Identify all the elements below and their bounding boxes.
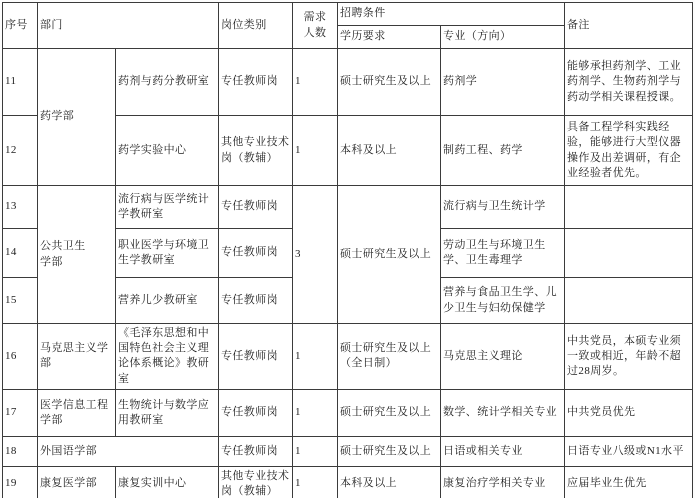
major-cell: 流行病与卫生统计学 — [441, 186, 565, 229]
serial-cell: 17 — [3, 389, 38, 436]
education-cell: 硕士研究生及以上（全日制） — [338, 324, 441, 390]
education-cell: 硕士研究生及以上 — [338, 389, 441, 436]
post-type-cell: 专任教师岗 — [219, 278, 293, 324]
remarks-cell: 具备工程学科实践经验，能够进行大型仪器操作及出差调研，有企业经验者优先。 — [565, 116, 693, 186]
post-type-cell: 其他专业技术岗（教辅） — [219, 466, 293, 498]
department-cell — [38, 186, 116, 324]
remarks-cell: 应届毕业生优先 — [565, 466, 693, 498]
office-cell: 《毛泽东思想和中国特色社会主义理论体系概论》教研室 — [116, 324, 219, 390]
office-cell: 药学实验中心 — [116, 116, 219, 186]
office-cell: 药剂与药分教研室 — [116, 49, 219, 116]
header-department: 部门 — [38, 3, 219, 49]
headcount-cell: 1 — [293, 116, 338, 186]
table-row — [3, 186, 693, 229]
serial-cell: 15 — [3, 278, 38, 324]
headcount-cell: 1 — [293, 436, 338, 466]
remarks-cell: 中共党员，本硕专业须一致或相近，年龄不超过28周岁。 — [565, 324, 693, 390]
department-cell: 马克思主义学部 — [38, 324, 116, 390]
serial-cell: 19 — [3, 466, 38, 498]
remarks-cell: 日语专业八级或N1水平 — [565, 436, 693, 466]
major-cell: 劳动卫生与环境卫生学、卫生毒理学 — [441, 229, 565, 278]
major-cell: 马克思主义理论 — [441, 324, 565, 390]
header-post-type: 岗位类别 — [219, 3, 293, 49]
recruitment-table — [2, 2, 693, 498]
header-education: 学历要求 — [338, 26, 441, 49]
department-cell: 医学信息工程学部 — [38, 389, 116, 436]
remarks-cell — [565, 278, 693, 324]
remarks-cell: 能够承担药剂学、工业药剂学、生物药剂学与药动学相关课程授课。 — [565, 49, 693, 116]
major-cell: 康复治疗学相关专业 — [441, 466, 565, 498]
table-row — [3, 49, 693, 116]
table-row — [3, 324, 693, 390]
remarks-cell — [565, 186, 693, 229]
education-cell: 本科及以上 — [338, 466, 441, 498]
major-cell: 数学、统计学相关专业 — [441, 389, 565, 436]
department-cell: 康复医学部 — [38, 466, 116, 498]
serial-cell: 12 — [3, 116, 38, 186]
department-cell: 药学部 — [38, 49, 116, 186]
headcount-cell: 1 — [293, 389, 338, 436]
header-serial: 序号 — [3, 3, 38, 49]
header-remarks: 备注 — [565, 3, 693, 49]
education-cell: 硕士研究生及以上 — [338, 49, 441, 116]
header-conditions: 招聘条件 — [338, 3, 565, 26]
post-type-cell: 专任教师岗 — [219, 229, 293, 278]
serial-cell: 13 — [3, 186, 38, 229]
header-major: 专业（方向） — [441, 26, 565, 49]
major-cell: 制药工程、药学 — [441, 116, 565, 186]
table-row — [3, 466, 693, 498]
major-cell: 营养与食品卫生学、儿少卫生与妇幼保健学 — [441, 278, 565, 324]
office-cell: 流行病与医学统计学教研室 — [116, 186, 219, 229]
post-type-cell: 其他专业技术岗（教辅） — [219, 116, 293, 186]
headcount-cell: 1 — [293, 466, 338, 498]
education-cell: 本科及以上 — [338, 116, 441, 186]
serial-cell: 14 — [3, 229, 38, 278]
department-cell: 外国语学部 — [38, 436, 219, 466]
remarks-cell — [565, 229, 693, 278]
education-cell: 硕士研究生及以上 — [338, 186, 441, 324]
office-cell: 生物统计与数学应用教研室 — [116, 389, 219, 436]
serial-cell: 16 — [3, 324, 38, 390]
headcount-cell: 1 — [293, 49, 338, 116]
post-type-cell: 专任教师岗 — [219, 389, 293, 436]
serial-cell: 11 — [3, 49, 38, 116]
post-type-cell: 专任教师岗 — [219, 186, 293, 229]
post-type-cell: 专任教师岗 — [219, 436, 293, 466]
remarks-cell: 中共党员优先 — [565, 389, 693, 436]
header-headcount — [293, 3, 338, 49]
post-type-cell: 专任教师岗 — [219, 324, 293, 390]
department-label: 公共卫生学部 — [40, 240, 86, 268]
header-row-1 — [3, 3, 693, 26]
education-cell: 硕士研究生及以上 — [338, 436, 441, 466]
office-cell: 职业医学与环境卫生学教研室 — [116, 229, 219, 278]
office-cell: 营养儿少教研室 — [116, 278, 219, 324]
major-cell: 药剂学 — [441, 49, 565, 116]
post-type-cell: 专任教师岗 — [219, 49, 293, 116]
headcount-cell: 3 — [293, 186, 338, 324]
headcount-cell: 1 — [293, 324, 338, 390]
office-cell: 康复实训中心 — [116, 466, 219, 498]
header-headcount-line1: 需求 — [303, 11, 327, 24]
major-cell: 日语或相关专业 — [441, 436, 565, 466]
table-row — [3, 436, 693, 466]
serial-cell: 18 — [3, 436, 38, 466]
table-row — [3, 389, 693, 436]
header-headcount-line2: 人数 — [303, 26, 327, 39]
